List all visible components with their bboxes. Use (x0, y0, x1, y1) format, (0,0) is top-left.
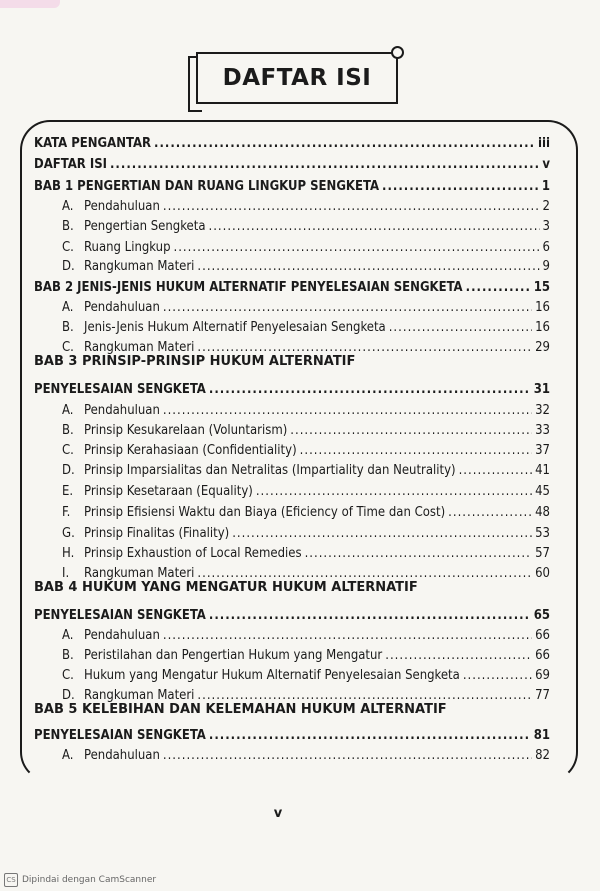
chapter-3-heading-line-1: BAB 3 PRINSIP-PRINSIP HUKUM ALTERNATIF (34, 354, 356, 369)
decorative-corner-mark (0, 0, 60, 8)
toc-entry-label: DAFTAR ISI (34, 157, 107, 172)
toc-entry-label: Rangkuman Materi (84, 340, 195, 355)
toc-entry-page: 31 (533, 382, 550, 397)
toc-dot-leader (209, 608, 531, 624)
toc-dot-leader (163, 748, 532, 764)
page-title: DAFTAR ISI (222, 65, 372, 91)
toc-subentry (62, 240, 550, 256)
toc-dot-leader (290, 423, 532, 439)
toc-entry-label: Prinsip Kesetaraan (Equality) (84, 484, 253, 499)
toc-subentry (62, 443, 550, 459)
toc-subentry (62, 463, 550, 479)
toc-subentry (62, 484, 550, 500)
toc-entry (34, 382, 550, 398)
toc-dot-leader (448, 505, 532, 521)
toc-entry-label: KATA PENGANTAR (34, 136, 152, 151)
toc-dot-leader (463, 668, 532, 684)
toc-subentry (62, 300, 550, 316)
toc-entry-label: Rangkuman Materi (84, 259, 195, 274)
toc-dot-leader (154, 136, 535, 152)
toc-entry-page: 45 (535, 484, 550, 499)
toc-dot-leader (163, 199, 540, 215)
toc-entry-letter: A. (62, 403, 74, 418)
toc-entry-page: 41 (535, 463, 550, 478)
toc-entry-letter: B. (62, 320, 74, 335)
toc-entry-label: Prinsip Kesukarelaan (Voluntarism) (84, 423, 288, 438)
toc-entry-page: 15 (533, 280, 550, 295)
toc-entry-page: 32 (535, 403, 550, 418)
toc-subentry (62, 526, 550, 542)
toc-dot-leader (208, 219, 539, 235)
toc-entry (34, 728, 550, 744)
toc-subentry (62, 320, 550, 336)
toc-subentry (62, 628, 550, 644)
toc-entry-page: 3 (542, 219, 550, 234)
toc-entry-label: Pendahuluan (84, 748, 160, 763)
page-number: v (273, 806, 283, 821)
toc-dot-leader (466, 280, 531, 296)
toc-entry-page: 9 (542, 259, 550, 274)
toc-subentry (62, 648, 550, 664)
toc-subentry (62, 423, 550, 439)
toc-entry-page: iii (537, 136, 550, 151)
toc-entry-label: PENYELESAIAN SENGKETA (34, 608, 206, 623)
toc-entry-letter: A. (62, 628, 74, 643)
title-banner (184, 52, 402, 106)
toc-entry-label: Prinsip Finalitas (Finality) (84, 526, 230, 541)
toc-entry-letter: D. (62, 463, 75, 478)
toc-entry-letter: D. (62, 259, 75, 274)
toc-entry-page: 37 (535, 443, 550, 458)
toc-subentry (62, 546, 550, 562)
toc-dot-leader (459, 463, 533, 479)
toc-entry-page: 81 (533, 728, 550, 743)
toc-entry-letter: D. (62, 688, 75, 703)
toc-entry-letter: C. (62, 668, 74, 683)
toc-entry-label: PENYELESAIAN SENGKETA (34, 728, 206, 743)
toc-entry-label: BAB 1 PENGERTIAN DAN RUANG LINGKUP SENGKETA (34, 179, 380, 194)
footer-text: Dipindai dengan CamScanner (22, 875, 157, 885)
toc-entry-label: Prinsip Exhaustion of Local Remedies (84, 546, 302, 561)
toc-entry-label: Pendahuluan (84, 403, 160, 418)
toc-entry-label: Rangkuman Materi (84, 688, 195, 703)
toc-entry-letter: A. (62, 199, 74, 214)
toc-entry-page: 16 (535, 320, 550, 335)
toc-entry (34, 608, 550, 624)
toc-entry-page: 65 (533, 608, 550, 623)
toc-entry-letter: F. (62, 505, 71, 520)
toc-entry-page: 33 (535, 423, 550, 438)
toc-dot-leader (163, 300, 532, 316)
toc-entry-letter: A. (62, 300, 74, 315)
toc-entry-letter: A. (62, 748, 74, 763)
toc-entry-label: Pendahuluan (84, 199, 160, 214)
toc-dot-leader (163, 403, 532, 419)
toc-subentry (62, 748, 550, 764)
toc-subentry (62, 505, 550, 521)
toc-subentry (62, 668, 550, 684)
toc-entry-label: BAB 2 JENIS-JENIS HUKUM ALTERNATIF PENYELESAIAN SENGKETA (34, 280, 463, 295)
toc-entry-letter: B. (62, 423, 74, 438)
toc-entry-page: 77 (535, 688, 550, 703)
toc-entry-page: 29 (535, 340, 550, 355)
toc-entry-label: Ruang Lingkup (84, 240, 171, 255)
scanner-footer (4, 873, 156, 887)
toc-entry-letter: C. (62, 443, 74, 458)
toc-entry-label: PENYELESAIAN SENGKETA (34, 382, 206, 397)
toc-entry-page: 69 (535, 668, 550, 683)
toc-entry-page: 16 (535, 300, 550, 315)
toc-dot-leader (389, 320, 532, 336)
toc-entry-page: 66 (535, 628, 550, 643)
toc-entry-page: v (542, 157, 550, 172)
toc-dot-leader (256, 484, 532, 500)
toc-entry-letter: H. (62, 546, 75, 561)
toc-entry-label: Rangkuman Materi (84, 566, 195, 581)
toc-entry-label: Pendahuluan (84, 628, 160, 643)
toc-entry (34, 179, 550, 195)
toc-dot-leader (300, 443, 532, 459)
toc-dot-leader (197, 259, 539, 275)
toc-entry-label: Prinsip Efisiensi Waktu dan Biaya (Eficiency of Time dan Cost) (84, 505, 446, 520)
toc-subentry (62, 259, 550, 275)
toc-entry-label: Prinsip Imparsialitas dan Netralitas (Impartiality dan Neutrality) (84, 463, 456, 478)
toc-entry-letter: C. (62, 340, 74, 355)
toc-entry-page: 60 (535, 566, 550, 581)
toc-entry-letter: C. (62, 240, 74, 255)
toc-dot-leader (209, 382, 531, 398)
toc-dot-leader (174, 240, 540, 256)
toc-dot-leader (232, 526, 532, 542)
toc-entry-page: 66 (535, 648, 550, 663)
toc-entry-label: Prinsip Kerahasiaan (Confidentiality) (84, 443, 297, 458)
toc-dot-leader (110, 157, 539, 173)
toc-dot-leader (163, 628, 532, 644)
toc-subentry (62, 403, 550, 419)
toc-entry-letter: B. (62, 648, 74, 663)
chapter-4-heading-line-1: BAB 4 HUKUM YANG MENGATUR HUKUM ALTERNATIF (34, 580, 418, 595)
toc-entry-page: 53 (535, 526, 550, 541)
toc-dot-leader (385, 648, 532, 664)
toc-entry-page: 6 (542, 240, 550, 255)
toc-entry-page: 2 (542, 199, 550, 214)
toc-subentry (62, 219, 550, 235)
toc-dot-leader (209, 728, 531, 744)
toc-entry-letter: I. (62, 566, 70, 581)
toc-entry (34, 136, 550, 152)
toc-entry (34, 157, 550, 173)
toc-subentry (62, 199, 550, 215)
toc-entry-page: 1 (541, 179, 550, 194)
toc-entry-letter: B. (62, 219, 74, 234)
toc-entry-label: Hukum yang Mengatur Hukum Alternatif Penyelesaian Sengketa (84, 668, 460, 683)
toc-entry-letter: E. (62, 484, 74, 499)
toc-entry-label: Pendahuluan (84, 300, 160, 315)
camscanner-icon: CS (4, 873, 18, 887)
toc-dot-leader (305, 546, 533, 562)
toc-entry-label: Peristilahan dan Pengertian Hukum yang Mengatur (84, 648, 383, 663)
toc-entry (34, 280, 550, 296)
toc-entry-page: 48 (535, 505, 550, 520)
chapter-5-heading-line-1: BAB 5 KELEBIHAN DAN KELEMAHAN HUKUM ALTERNATIF (34, 702, 447, 717)
toc-entry-page: 57 (535, 546, 550, 561)
toc-entry-label: Jenis-Jenis Hukum Alternatif Penyelesaian Sengketa (84, 320, 386, 335)
toc-entry-label: Pengertian Sengketa (84, 219, 206, 234)
toc-entry-letter: G. (62, 526, 75, 541)
toc-entry-page: 82 (535, 748, 550, 763)
toc-dot-leader (382, 179, 539, 195)
